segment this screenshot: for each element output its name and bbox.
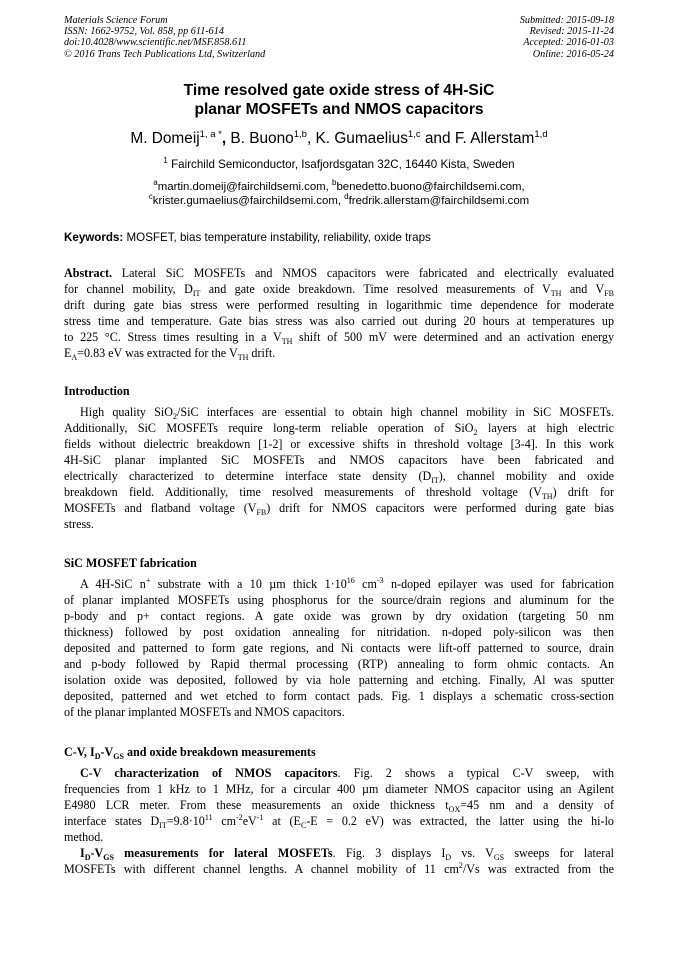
paragraph-heading: C-V characterization of NMOS capacitors <box>80 766 338 780</box>
journal-doi: doi:10.4028/www.scientific.net/MSF.858.611 <box>64 37 247 49</box>
author-name: B. Buono <box>230 130 294 147</box>
author-emails: $^a$martin.domeij@fairchildsemi.com, $^b$benedetto.buono@fairchildsemi.com, $^c$krister.gumaelius@fairchildsemi.com, $^d$fredrik.allerstam@fairchildsemi.com <box>148 178 530 208</box>
heading-fabrication: SiC MOSFET fabrication <box>64 556 197 570</box>
author-list: M. Domeij$^{1, a *}$, B. Buono$^{1,b}$, K. Gumaelius$^{1,c}$ and F. Allerstam$^{1,d}$ <box>130 129 548 147</box>
author-name: F. Allerstam <box>454 130 535 147</box>
title-line-2: planar MOSFETs and NMOS capacitors <box>194 101 484 118</box>
date-accepted: Accepted: 2016-01-03 <box>523 37 614 49</box>
author-name: M. Domeij <box>130 130 200 147</box>
keywords-label: Keywords: <box>64 231 124 244</box>
date-revised: Revised: 2015-11-24 <box>529 26 614 38</box>
abstract-label: Abstract. <box>64 266 113 280</box>
heading-cv-measurements: C-V, $I_D-V_{GS}$ and oxide breakdown measurements <box>64 745 316 761</box>
date-online: Online: 2016-05-24 <box>532 48 614 60</box>
keywords <box>64 231 614 245</box>
paragraph-heading: $I_D-V_{GS}$ measurements for lateral MOSFETs <box>80 846 333 862</box>
email-link[interactable]: fredrik.allerstam@fairchildsemi.com <box>348 195 530 208</box>
journal-issn: ISSN: 1662-9752, Vol. 858, pp 611-614 <box>64 26 224 38</box>
journal-name: Materials Science Forum <box>64 15 168 26</box>
email-link[interactable]: martin.domeij@fairchildsemi.com <box>157 181 326 193</box>
keywords-text: MOSFET, bias temperature instability, reliability, oxide traps <box>126 231 431 244</box>
heading-introduction: Introduction <box>64 384 130 398</box>
email-link[interactable]: krister.gumaelius@fairchildsemi.com <box>152 195 338 208</box>
introduction-text: High quality SiO$_2$/SiC interfaces are essential to obtain high channel mobility in SiC MOSFETs. Additionally, SiC MOSFETs require long-term reliable operation of SiO$_2$ layers at high electric fields without dielectric breakdown [1-2] or excessive shifts in threshold voltage [3-4]. In this work 4H-SiC planar implanted SiC MOSFETs and NMOS capacitors have been fabricated and electrically characterized to determine interface state density $(D_{IT})$, channel mobility and oxide breakdown field. Additionally, time resolved measurements of threshold voltage $(V_{TH})$ drift for MOSFETs and flatband voltage $(V_{FB})$ drift for NMOS capacitors were performed during gate bias stress. <box>64 405 615 531</box>
email-link[interactable]: benedetto.buono@fairchildsemi.com <box>336 181 522 193</box>
title-line-1: Time resolved gate oxide stress of 4H-SiC <box>183 82 495 99</box>
journal-header <box>64 15 265 60</box>
fabrication-text: A 4H-SiC n+ substrate with a 10 µm thick $1\cdot 10^{16}$ $cm^{-3}$ n-doped epilayer was used for fabrication of planar implanted MOSFETs using phosphorus for the source/drain regions and aluminum for the p-body and p+ contact regions. A gate oxide was grown by dry oxidation (targeting 50 nm thickness) followed by post oxidation annealing for nitridation. n-doped poly-silicon was then deposited and patterned to form gate regions, and Ni contacts were lift-off patterned to source, drain and p-body followed by Rapid thermal processing (RTP) annealing to form ohmic contacts. An isolation oxide was deposited, followed by via hole patterning and etching. Finally, Al was sputter deposited, patterned and wet etched to form contact pads. Fig. 1 displays a schematic cross-section of the planar implanted MOSFETs and NMOS capacitors. <box>64 576 614 719</box>
cv-measurements-text: C-V characterization of NMOS capacitors. Fig. 2 shows a typical C-V sweep, with frequencies from 1 kHz to 1 MHz, for a circular 400 µm diameter NMOS capacitor using an Agilent E4980 LCR meter. From these measurements an oxide thickness $t_{OX}=45$ nm and a density of interface states $D_{IT}=9.8\cdot 10^{11}$ $cm^{-2}eV^{-1}$ at ($E_C-E = 0.2$ eV) was extracted, the latter using the hi-lo method. $I_D-V_{GS}$ measurements for lateral MOSFETs. Fig. 3 displays $I_D$ vs. $V_{GS}$ sweeps for lateral MOSFETs with different channel lengths. A channel mobility of 11 $cm^2/Vs$ was extracted from the <box>64 766 615 876</box>
date-submitted: Submitted: 2015-09-18 <box>519 15 614 26</box>
journal-copyright: © 2016 Trans Tech Publications Ltd, Switzerland <box>64 48 266 60</box>
abstract: Abstract. Lateral SiC MOSFETs and NMOS capacitors were fabricated and electrically evaluated for channel mobility, $D_{IT}$ and gate oxide breakdown. Time resolved measurements of $V_{TH}$ and $V_{FB}$ drift during gate bias stress were performed resulting in logarithmic time dependence for moderate stress time and temperature. Gate bias stress was also carried out during 20 hours at temperatures up to 225 °C. Stress times resulting in a $V_{TH}$ shift of 500 mV were determined and an activation energy $E_A=0.83$ eV was extracted for the $V_{TH}$ drift. <box>64 266 615 362</box>
author-name: K. Gumaelius <box>315 130 408 147</box>
dates-header <box>520 15 614 60</box>
affiliation: $^1$ Fairchild Semiconductor, Isafjordsgatan 32C, 16440 Kista, Sweden <box>163 156 515 171</box>
paper-title <box>64 81 614 119</box>
